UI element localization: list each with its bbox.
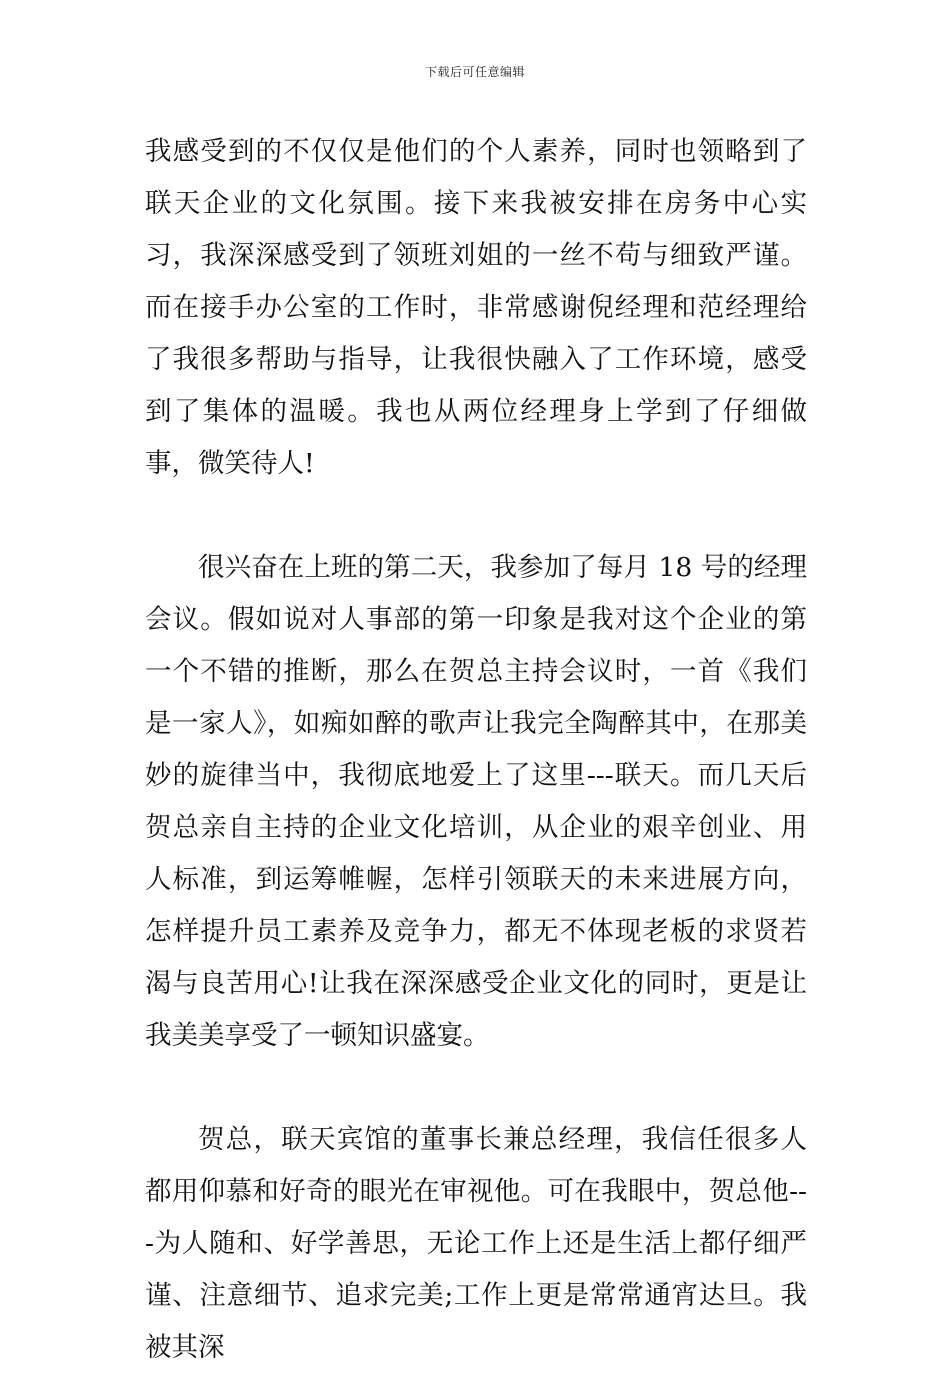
- page-header: 下载后可任意编辑: [424, 65, 525, 79]
- paragraph-gap: [145, 490, 807, 542]
- document-body: [145, 126, 807, 1374]
- paragraph-2: 很兴奋在上班的第二天，我参加了每月 18 号的经理会议。假如说对人事部的第一印象是我对这个企业的第一个不错的推断，那么在贺总主持会议时，一首《我们是一家人》，如痴如醉的歌声让我完全陶醉其中，在那美妙的旋律当中，我彻底地爱上了这里---联天。而几天后贺总亲自主持的企业文化培训，从企业的艰辛创业、用人标准，到运筹帷幄，怎样引领联天的未来进展方向，怎样提升员工素养及竞争力，都无不体现老板的求贤若渴与良苦用心!让我在深深感受企业文化的同时，更是让我美美享受了一顿知识盛宴。: [145, 552, 807, 1051]
- paragraph-3: 贺总，联天宾馆的董事长兼总经理，我信任很多人都用仰慕和好奇的眼光在审视他。可在我眼中，贺总他---为人随和、好学善思，无论工作上还是生活上都仔细严谨、注意细节、追求完美;工作上更是常常通宵达旦。我被其深: [145, 1124, 807, 1363]
- paragraph-gap: [145, 1062, 807, 1114]
- paragraph-1: 我感受到的不仅仅是他们的个人素养，同时也领略到了联天企业的文化氛围。接下来我被安排在房务中心实习，我深深感受到了领班刘姐的一丝不苟与细致严谨。而在接手办公室的工作时，非常感谢倪经理和范经理给了我很多帮助与指导，让我很快融入了工作环境，感受到了集体的温暖。我也从两位经理身上学到了仔细做事，微笑待人!: [145, 136, 807, 479]
